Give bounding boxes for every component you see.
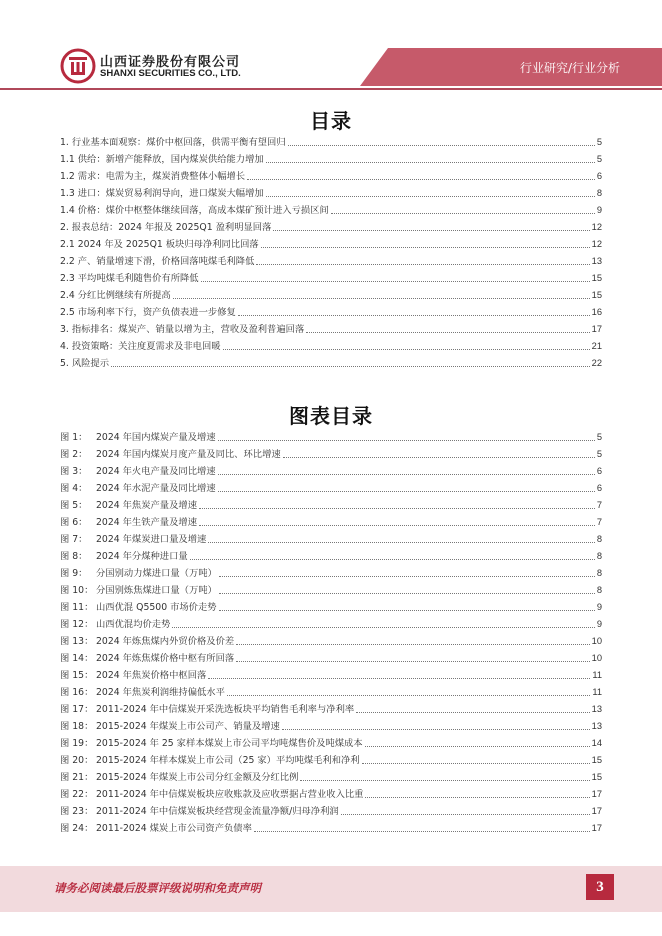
toc-entry[interactable] [60, 270, 602, 287]
figure-number: 图 15： [60, 670, 94, 681]
dot-leader [266, 196, 595, 197]
figure-number: 图 5： [60, 500, 88, 511]
toc-entry-label: 1.1 供给：新增产能释放，国内煤炭供给能力增加 [60, 154, 264, 165]
figure-toc-entry-label [60, 633, 234, 650]
toc-title: 目录 [310, 109, 352, 133]
figure-number: 图 22： [60, 789, 94, 800]
figure-toc-entry[interactable] [60, 735, 602, 752]
toc-entry-page: 6 [596, 171, 602, 181]
page-header [0, 0, 662, 92]
dot-leader [254, 831, 590, 832]
toc-entry[interactable] [60, 287, 602, 304]
dot-leader [219, 610, 595, 611]
toc-entry-page: 17 [591, 789, 602, 799]
dot-leader [236, 661, 589, 662]
dot-leader [199, 508, 595, 509]
figure-number: 图 18： [60, 721, 94, 732]
dot-leader [208, 542, 595, 543]
toc-entry-label: 1.4 价格：煤价中枢整体继续回落，高成本煤矿预计进入亏损区间 [60, 205, 329, 216]
dot-leader [236, 644, 589, 645]
dot-leader [208, 678, 590, 679]
figure-toc-entry[interactable] [60, 548, 602, 565]
toc-entry[interactable] [60, 304, 602, 321]
dot-leader [365, 746, 590, 747]
dot-leader [306, 332, 589, 333]
toc-entry-label: 2.5 市场利率下行，资产负债表进一步修复 [60, 307, 236, 318]
figure-number: 图 1： [60, 432, 88, 443]
figure-toc-entry[interactable] [60, 684, 602, 701]
figure-title: 分国别炼焦煤进口量（万吨） [96, 585, 217, 596]
toc-entry-page: 15 [591, 290, 602, 300]
figure-toc-entry[interactable] [60, 650, 602, 667]
toc-entry-page: 8 [596, 534, 602, 544]
figure-toc-entry-label [60, 752, 360, 769]
dot-leader [173, 298, 590, 299]
figure-number: 图 8： [60, 551, 88, 562]
figure-toc-entry-label [60, 803, 339, 820]
dot-leader [218, 474, 595, 475]
dot-leader [282, 729, 590, 730]
company-logo-icon [60, 48, 96, 84]
figure-title: 2011-2024 年中信煤炭开采洗选板块平均销售毛利率与净利率 [96, 704, 355, 715]
toc-entry-label: 3. 指标排名：煤炭产、销量以增为主，营收及盈利普遍回落 [60, 324, 305, 335]
dot-leader [172, 627, 594, 628]
dot-leader [256, 264, 589, 265]
toc-entry-page: 13 [591, 721, 602, 731]
toc-entry[interactable] [60, 151, 602, 168]
figure-toc-entry-label [60, 582, 217, 599]
dot-leader [190, 559, 595, 560]
dot-leader [218, 491, 595, 492]
toc-entry-page: 15 [591, 772, 602, 782]
figure-toc-entry-label [60, 463, 216, 480]
figure-toc-entry-label [60, 735, 363, 752]
toc-entry-page: 9 [596, 602, 602, 612]
figure-toc-entry-label [60, 531, 206, 548]
dot-leader [356, 712, 589, 713]
figure-title: 2024 年煤炭进口量及增速 [96, 534, 207, 545]
figure-toc-entry-label [60, 718, 280, 735]
toc-entry[interactable] [60, 185, 602, 202]
figure-toc-entry[interactable] [60, 786, 602, 803]
dot-leader [331, 213, 595, 214]
toc-entry-label: 2.4 分红比例继续有所提高 [60, 290, 171, 301]
report-type-label: 行业研究/行业分析 [519, 61, 620, 75]
figure-toc-entry-label [60, 514, 197, 531]
figure-toc-entry[interactable] [60, 531, 602, 548]
toc-entry-page: 17 [591, 324, 602, 334]
figure-toc-entry[interactable] [60, 820, 602, 837]
figure-toc-entry[interactable] [60, 616, 602, 633]
figure-toc-entry[interactable] [60, 803, 602, 820]
figure-title: 分国别动力煤进口量（万吨） [96, 568, 217, 579]
figure-number: 图 17： [60, 704, 94, 715]
figure-number: 图 3： [60, 466, 88, 477]
toc-entry-page: 11 [592, 670, 602, 680]
figure-title: 2024 年炼焦煤价格中枢有所回落 [96, 653, 235, 664]
figure-title: 2024 年生铁产量及增速 [96, 517, 197, 528]
figure-number: 图 14： [60, 653, 94, 664]
footer-disclaimer[interactable]: 请务必阅读最后股票评级说明和免责声明 [54, 881, 261, 895]
toc-entry-page: 5 [596, 449, 602, 459]
toc-entry-page: 16 [591, 307, 602, 317]
toc-entry-page: 8 [596, 568, 602, 578]
toc-entry-page: 11 [592, 687, 602, 697]
figure-number: 图 11： [60, 602, 94, 613]
toc-entry-page: 10 [591, 653, 602, 663]
dot-leader [266, 162, 595, 163]
toc-entry[interactable] [60, 253, 602, 270]
figure-number: 图 6： [60, 517, 88, 528]
dot-leader [227, 695, 590, 696]
figure-toc-entry-label [60, 701, 354, 718]
figure-title: 2024 年焦炭价格中枢回落 [96, 670, 207, 681]
figure-toc-entry[interactable] [60, 429, 602, 446]
figure-toc-entry[interactable] [60, 667, 602, 684]
toc-entry[interactable] [60, 321, 602, 338]
figure-toc-entry[interactable] [60, 752, 602, 769]
dot-leader [283, 457, 595, 458]
toc-entry-page: 21 [591, 341, 602, 351]
figure-number: 图 19： [60, 738, 94, 749]
toc-list [60, 134, 602, 372]
figure-toc-entry[interactable] [60, 446, 602, 463]
toc-entry-page: 10 [591, 636, 602, 646]
toc-entry-page: 13 [591, 704, 602, 714]
toc-entry-page: 15 [591, 273, 602, 283]
dot-leader [199, 525, 595, 526]
dot-leader [247, 179, 595, 180]
figure-toc-entry[interactable] [60, 582, 602, 599]
company-name-cn: 山西证券股份有限公司 [100, 55, 241, 70]
dot-leader [238, 315, 590, 316]
figure-number: 图 16： [60, 687, 94, 698]
toc-entry-label: 2.3 平均吨煤毛利随售价有所降低 [60, 273, 199, 284]
dot-leader [300, 780, 589, 781]
toc-entry-label: 4. 投资策略：关注度夏需求及非电回暖 [60, 341, 221, 352]
dot-leader [201, 281, 590, 282]
dot-leader [365, 797, 589, 798]
dot-leader [261, 247, 590, 248]
header-divider [0, 88, 662, 90]
figure-number: 图 20： [60, 755, 94, 766]
figure-number: 图 10： [60, 585, 94, 596]
figure-number: 图 9： [60, 568, 88, 579]
figure-toc-entry-label [60, 565, 217, 582]
toc-entry-page: 15 [591, 755, 602, 765]
figure-toc-entry-label [60, 429, 216, 446]
figure-number: 图 4： [60, 483, 88, 494]
toc-entry-page: 14 [591, 738, 602, 748]
dot-leader [111, 366, 590, 367]
figure-number: 图 7： [60, 534, 88, 545]
figure-number: 图 13： [60, 636, 94, 647]
toc-entry-page: 12 [591, 222, 602, 232]
dot-leader [288, 145, 595, 146]
figure-toc-entry-label [60, 480, 216, 497]
figure-toc-entry-label [60, 599, 217, 616]
figure-toc-entry-label [60, 616, 170, 633]
figure-toc-entry-label [60, 769, 298, 786]
toc-entry[interactable] [60, 338, 602, 355]
toc-entry[interactable] [60, 236, 602, 253]
figure-title: 2024 年水泥产量及同比增速 [96, 483, 216, 494]
company-name-en: SHANXI SECURITIES CO., LTD. [100, 68, 241, 79]
page-number: 3 [586, 874, 614, 900]
figure-toc-entry[interactable] [60, 497, 602, 514]
toc-entry-page: 8 [596, 551, 602, 561]
figure-title: 2024 年国内煤炭月度产量及同比、环比增速 [96, 449, 281, 460]
figure-toc-entry-label [60, 667, 206, 684]
figure-title: 2015-2024 年 25 家样本煤炭上市公司平均吨煤售价及吨煤成本 [96, 738, 363, 749]
toc-entry-page: 12 [591, 239, 602, 249]
dot-leader [341, 814, 590, 815]
figure-toc-entry[interactable] [60, 514, 602, 531]
figure-title: 2024 年分煤种进口量 [96, 551, 188, 562]
figure-toc-entry[interactable] [60, 701, 602, 718]
toc-entry-page: 7 [596, 500, 602, 510]
toc-entry-label: 2. 报表总结：2024 年报及 2025Q1 盈利明显回落 [60, 222, 272, 233]
figure-title: 2024 年焦炭利润维持偏低水平 [96, 687, 225, 698]
figure-number: 图 2： [60, 449, 88, 460]
figure-toc-entry-label [60, 446, 281, 463]
toc-entry-page: 8 [596, 188, 602, 198]
figure-toc-entry-label [60, 786, 363, 803]
figure-number: 图 12： [60, 619, 94, 630]
toc-entry-page: 13 [591, 256, 602, 266]
figure-number: 图 21： [60, 772, 94, 783]
toc-entry[interactable] [60, 219, 602, 236]
toc-entry-label: 1.3 进口：煤炭贸易利润导向，进口煤炭大幅增加 [60, 188, 264, 199]
figure-title: 2011-2024 年中信煤炭板块经营现金流量净额/归母净利润 [96, 806, 339, 817]
figure-toc-entry[interactable] [60, 769, 602, 786]
toc-entry-page: 5 [596, 432, 602, 442]
dot-leader [219, 576, 595, 577]
dot-leader [362, 763, 590, 764]
toc-entry-page: 22 [591, 358, 602, 368]
figure-title: 2015-2024 年煤炭上市公司产、销量及增速 [96, 721, 280, 732]
dot-leader [273, 230, 589, 231]
figure-title: 2015-2024 年煤炭上市公司分红金额及分红比例 [96, 772, 299, 783]
toc-entry-page: 6 [596, 466, 602, 476]
toc-entry[interactable] [60, 168, 602, 185]
toc-entry-page: 8 [596, 585, 602, 595]
toc-entry-page: 17 [591, 806, 602, 816]
figure-toc-entry[interactable] [60, 480, 602, 497]
figure-toc-entry[interactable] [60, 718, 602, 735]
toc-entry-label: 1. 行业基本面观察：煤价中枢回落，供需平衡有望回归 [60, 137, 286, 148]
toc-entry[interactable] [60, 134, 602, 151]
toc-entry-label: 2.1 2024 年及 2025Q1 板块归母净利同比回落 [60, 239, 259, 250]
dot-leader [219, 593, 595, 594]
figure-toc-entry-label [60, 548, 188, 565]
figure-toc-entry[interactable] [60, 599, 602, 616]
figure-title: 2024 年火电产量及同比增速 [96, 466, 216, 477]
dot-leader [218, 440, 595, 441]
figure-title: 山西优混均价走势 [96, 619, 171, 630]
figure-toc-entry[interactable] [60, 463, 602, 480]
toc-entry-page: 9 [596, 205, 602, 215]
figure-title: 2024 年国内煤炭产量及增速 [96, 432, 216, 443]
figure-title: 山西优混 Q5500 市场价走势 [96, 602, 217, 613]
toc-entry[interactable] [60, 202, 602, 219]
toc-entry-page: 6 [596, 483, 602, 493]
figure-number: 图 23： [60, 806, 94, 817]
dot-leader [223, 349, 590, 350]
toc-entry-page: 5 [596, 154, 602, 164]
figure-number: 图 24： [60, 823, 94, 834]
toc-entry-page: 7 [596, 517, 602, 527]
toc-entry-label: 2.2 产、销量增速下滑，价格回落吨煤毛利降低 [60, 256, 255, 267]
figures-toc-list [60, 429, 602, 837]
figure-title: 2011-2024 煤炭上市公司资产负债率 [96, 823, 252, 834]
figure-title: 2024 年炼焦煤内外贸价格及价差 [96, 636, 235, 647]
toc-entry[interactable] [60, 355, 602, 372]
figure-toc-entry[interactable] [60, 633, 602, 650]
figure-toc-entry-label [60, 650, 234, 667]
toc-entry-page: 9 [596, 619, 602, 629]
figure-toc-entry-label [60, 684, 225, 701]
toc-entry-page: 5 [596, 137, 602, 147]
figure-toc-entry-label [60, 820, 252, 837]
toc-entry-label: 1.2 需求：电需为主，煤炭消费整体小幅增长 [60, 171, 246, 182]
figures-toc-title: 图表目录 [289, 404, 373, 428]
toc-entry-page: 17 [591, 823, 602, 833]
figure-toc-entry-label [60, 497, 197, 514]
figure-title: 2024 年焦炭产量及增速 [96, 500, 197, 511]
figure-title: 2015-2024 年样本煤炭上市公司（25 家）平均吨煤毛利和净利 [96, 755, 360, 766]
figure-title: 2011-2024 年中信煤炭板块应收账款及应收票据占营业收入比重 [96, 789, 364, 800]
figure-toc-entry[interactable] [60, 565, 602, 582]
toc-entry-label: 5. 风险提示 [60, 358, 110, 369]
